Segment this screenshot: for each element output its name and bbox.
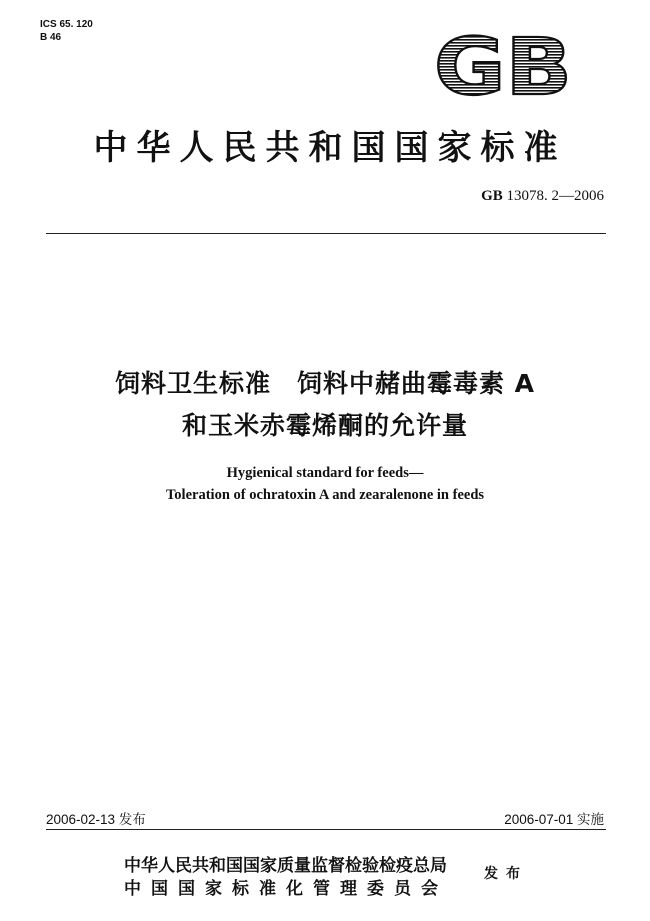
- standard-prefix: GB: [481, 188, 503, 204]
- chinese-title-line-1: 饲料卫生标准 饲料中赭曲霉毒素 A: [114, 369, 536, 398]
- ccs-code: B 46: [40, 32, 62, 43]
- issuer-sac: 中国国家标准化管理委员会: [124, 879, 448, 899]
- issuer-aqsiq: 中华人民共和国国家质量监督检验检疫总局: [124, 856, 447, 876]
- ics-code: ICS 65. 120: [40, 19, 93, 30]
- standard-number: [481, 188, 604, 205]
- publish-label: 发布: [484, 866, 528, 882]
- gb-logo-text: GB: [434, 30, 572, 102]
- standard-code: 13078. 2—2006: [506, 188, 604, 204]
- english-title-line-1: Hygienical standard for feeds—: [226, 465, 424, 481]
- chinese-title-line-2: 和玉米赤霉烯酮的允许量: [181, 411, 468, 440]
- national-standard-title: 中华人民共和国国家标准: [93, 128, 567, 168]
- english-title-line-2: Toleration of ochratoxin A and zearalenone in feeds: [165, 487, 485, 503]
- classification-codes: [40, 18, 93, 44]
- top-divider: [46, 233, 606, 234]
- implementation-date: 2006-07-01 实施: [504, 812, 604, 827]
- bottom-divider: [46, 829, 606, 830]
- issue-date: 2006-02-13 发布: [46, 812, 146, 827]
- gb-logo: [432, 30, 574, 102]
